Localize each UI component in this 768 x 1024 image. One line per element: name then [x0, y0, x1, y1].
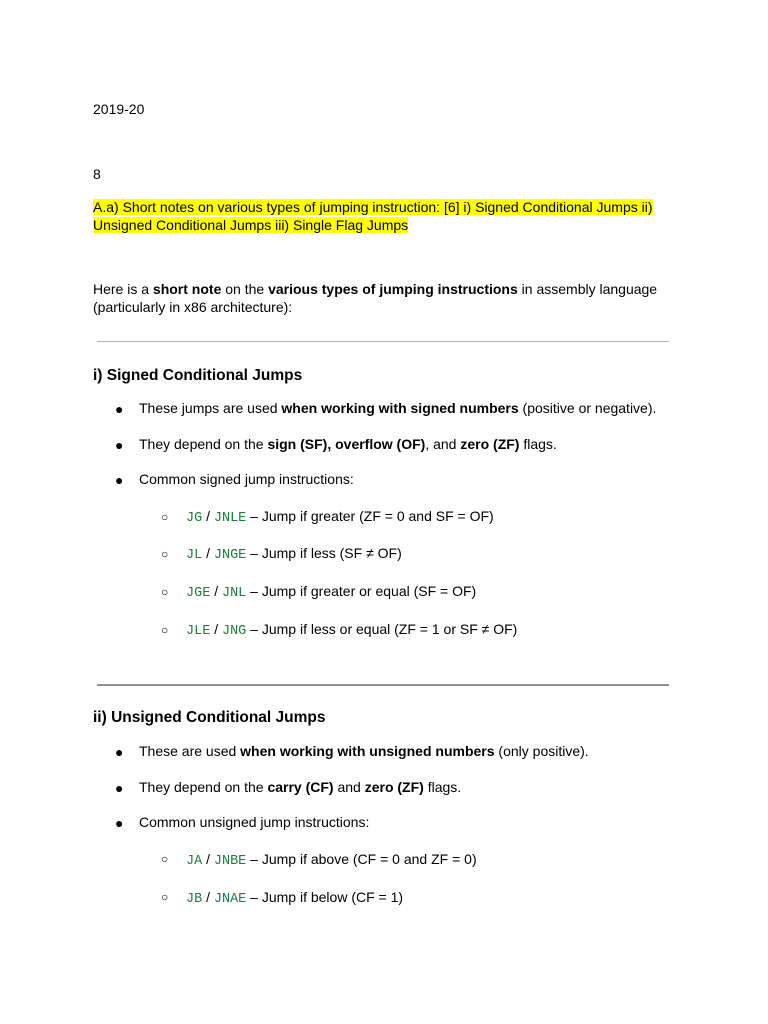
divider [97, 684, 669, 686]
unsigned-bullet-1: These are used when working with unsigned numbers (only positive). [139, 743, 589, 759]
bullet-icon: ● [115, 437, 124, 453]
question-number: 8 [93, 166, 101, 182]
unsigned-bullet-3: Common unsigned jump instructions: [139, 814, 370, 830]
year-label: 2019-20 [93, 101, 145, 117]
circle-bullet-icon: ○ [161, 623, 169, 637]
unsigned-bullet-2: They depend on the carry (CF) and zero (ZF) flags. [139, 779, 462, 795]
bullet-icon: ● [115, 815, 124, 831]
intro-text-2: on the [221, 281, 269, 297]
signed-bullet-2: They depend on the sign (SF), overflow (OF), and zero (ZF) flags. [139, 436, 557, 452]
signed-item: JLE / JNG – Jump if less or equal (ZF = 1 or SF ≠ OF) [186, 621, 518, 639]
circle-bullet-icon: ○ [161, 510, 169, 524]
signed-heading: i) Signed Conditional Jumps [93, 367, 303, 384]
highlighted-question: A.a) Short notes on various types of jumping instruction: [6] i) Signed Conditional Jumps ii) Unsigned Conditional Jumps iii) Single Flag Jumps [93, 199, 653, 233]
unsigned-item: JB / JNAE – Jump if below (CF = 1) [186, 889, 404, 907]
signed-bullet-1: These jumps are used when working with signed numbers (positive or negative). [139, 400, 657, 416]
bullet-icon: ● [115, 744, 124, 760]
bullet-icon: ● [115, 780, 124, 796]
question-text [93, 198, 683, 234]
bullet-icon: ● [115, 472, 124, 488]
circle-bullet-icon: ○ [161, 547, 169, 561]
bullet-icon: ● [115, 401, 124, 417]
intro-text-3: in assembly language (particularly in x86 architecture): [93, 281, 658, 315]
unsigned-item: JA / JNBE – Jump if above (CF = 0 and ZF = 0) [186, 851, 477, 869]
circle-bullet-icon: ○ [161, 585, 169, 599]
signed-bullet-3: Common signed jump instructions: [139, 471, 354, 487]
intro-paragraph [93, 280, 683, 316]
intro-bold-1: short note [152, 281, 222, 297]
signed-item: JGE / JNL – Jump if greater or equal (SF = OF) [186, 583, 477, 601]
circle-bullet-icon: ○ [161, 852, 169, 866]
unsigned-heading: ii) Unsigned Conditional Jumps [93, 709, 326, 726]
circle-bullet-icon: ○ [161, 890, 169, 904]
divider [97, 341, 669, 342]
intro-bold-2: various types of jumping instructions [268, 281, 518, 297]
intro-text-1: Here is a [93, 281, 153, 297]
signed-item: JG / JNLE – Jump if greater (ZF = 0 and SF = OF) [186, 508, 494, 526]
signed-item: JL / JNGE – Jump if less (SF ≠ OF) [186, 545, 402, 563]
